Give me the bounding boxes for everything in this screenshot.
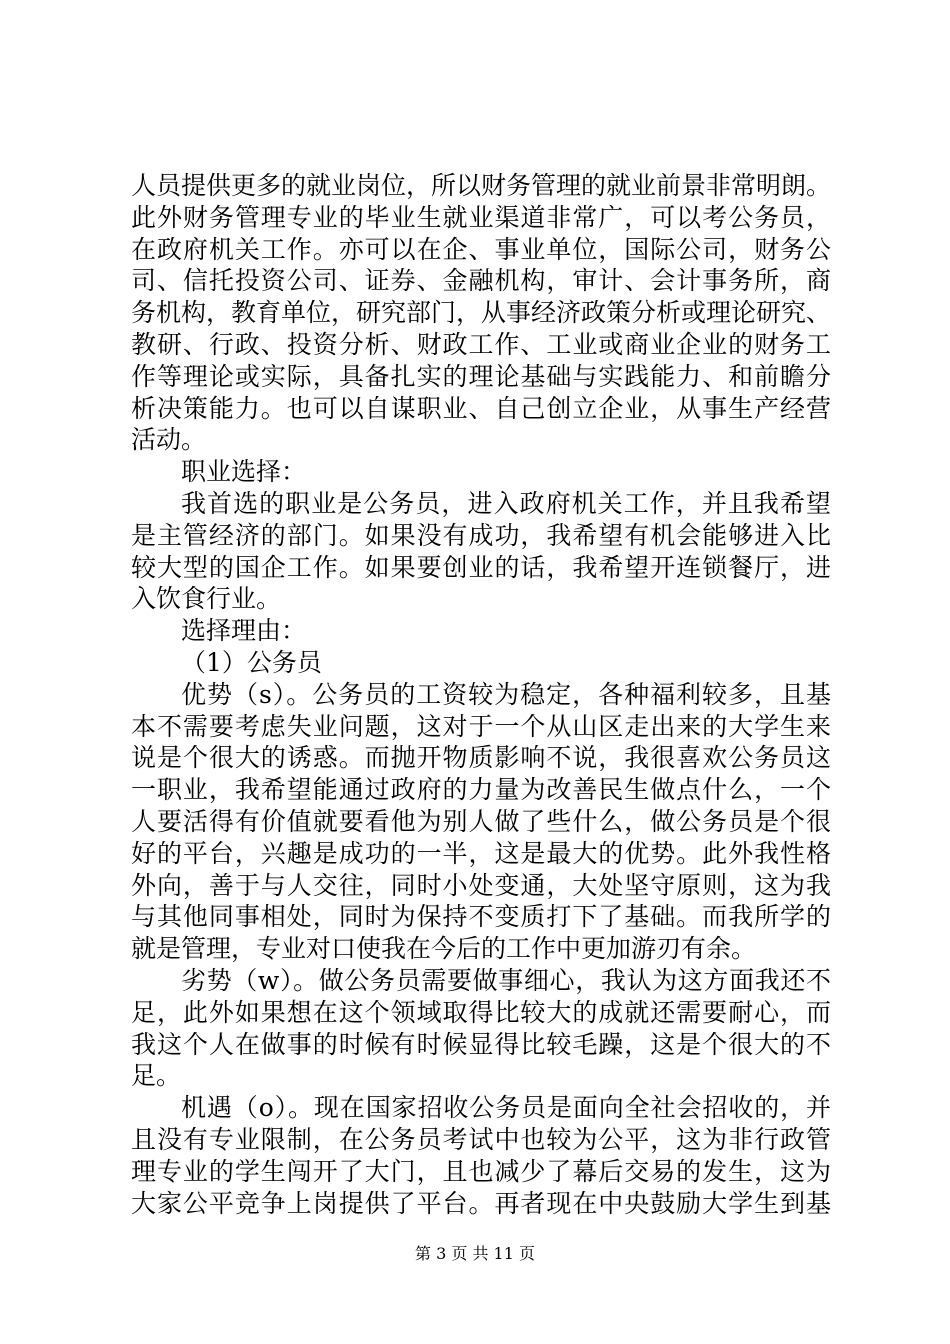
text-line: 说是个很大的诱惑。而抛开物质影响不说，我很喜欢公务员这 [131, 743, 831, 773]
page-footer: 第 3 页 共 11 页 [415, 1244, 535, 1263]
text-line: 较大型的国企工作。如果要创业的话，我希望开连锁餐厅，进 [131, 552, 831, 582]
text-line: 在政府机关工作。亦可以在企、事业单位，国际公司，财务公 [131, 234, 831, 264]
text-line: 就是管理，专业对口使我在今后的工作中更加游刃有余。 [131, 934, 757, 964]
text-line: 人要活得有价值就要看他为别人做了些什么，做公务员是个很 [131, 806, 831, 836]
document-body [131, 170, 831, 1219]
text-line: 我这个人在做事的时候有时候显得比较毛躁，这是个很大的不 [131, 1029, 831, 1059]
text-line: 与其他同事相处，同时为保持不变质打下了基础。而我所学的 [131, 902, 831, 932]
text-line: 司、信托投资公司、证券、金融机构，审计、会计事务所，商 [131, 266, 831, 296]
text-line: 人员提供更多的就业岗位，所以财务管理的就业前景非常明朗。 [131, 171, 832, 200]
text-line: 外向，善于与人交往，同时小处变通，大处坚守原则，这为我 [131, 870, 831, 900]
text-line: 好的平台，兴趣是成功的一半，这是最大的优势。此外我性格 [131, 838, 831, 868]
text-line: 析决策能力。也可以自谋职业、自己创立企业，从事生产经营 [131, 393, 831, 423]
text-line: 务机构，教育单位，研究部门，从事经济政策分析或理论研究、 [131, 298, 832, 328]
text-line: 作等理论或实际，具备扎实的理论基础与实践能力、和前瞻分 [131, 361, 831, 391]
text-line: 足。 [131, 1061, 182, 1091]
text-line: 机遇（o）。现在国家招收公务员是面向全社会招收的，并 [181, 1093, 831, 1123]
text-line: 本不需要考虑失业问题，这对于一个从山区走出来的大学生来 [131, 711, 831, 741]
text-line: 足，此外如果想在这个领域取得比较大的成就还需要耐心，而 [131, 997, 831, 1027]
text-line: 教研、行政、投资分析、财政工作、工业或商业企业的财务工 [131, 329, 831, 359]
text-line: 是主管经济的部门。如果没有成功，我希望有机会能够进入比 [131, 520, 831, 550]
text-line: 大家公平竞争上岗提供了平台。再者现在中央鼓励大学生到基 [131, 1188, 831, 1218]
text-line: 职业选择： [181, 457, 307, 487]
text-line: 一职业，我希望能通过政府的力量为改善民生做点什么，一个 [131, 775, 831, 805]
text-line: 此外财务管理专业的毕业生就业渠道非常广，可以考公务员， [131, 202, 831, 232]
text-line: 我首选的职业是公务员，进入政府机关工作，并且我希望 [181, 488, 831, 518]
text-line: 入饮食行业。 [131, 584, 282, 614]
text-line: 理专业的学生闯开了大门，且也减少了幕后交易的发生，这为 [131, 1156, 831, 1186]
text-line: 劣势（w）。做公务员需要做事细心，我认为这方面我还不 [181, 965, 831, 995]
text-line: （1）公务员 [181, 647, 322, 677]
text-line: 且没有专业限制，在公务员考试中也较为公平，这为非行政管 [131, 1124, 831, 1154]
text-line: 选择理由： [181, 616, 307, 646]
text-line: 优势（s）。公务员的工资较为稳定，各种福利较多，且基 [181, 679, 831, 709]
text-line: 活动。 [131, 425, 207, 455]
